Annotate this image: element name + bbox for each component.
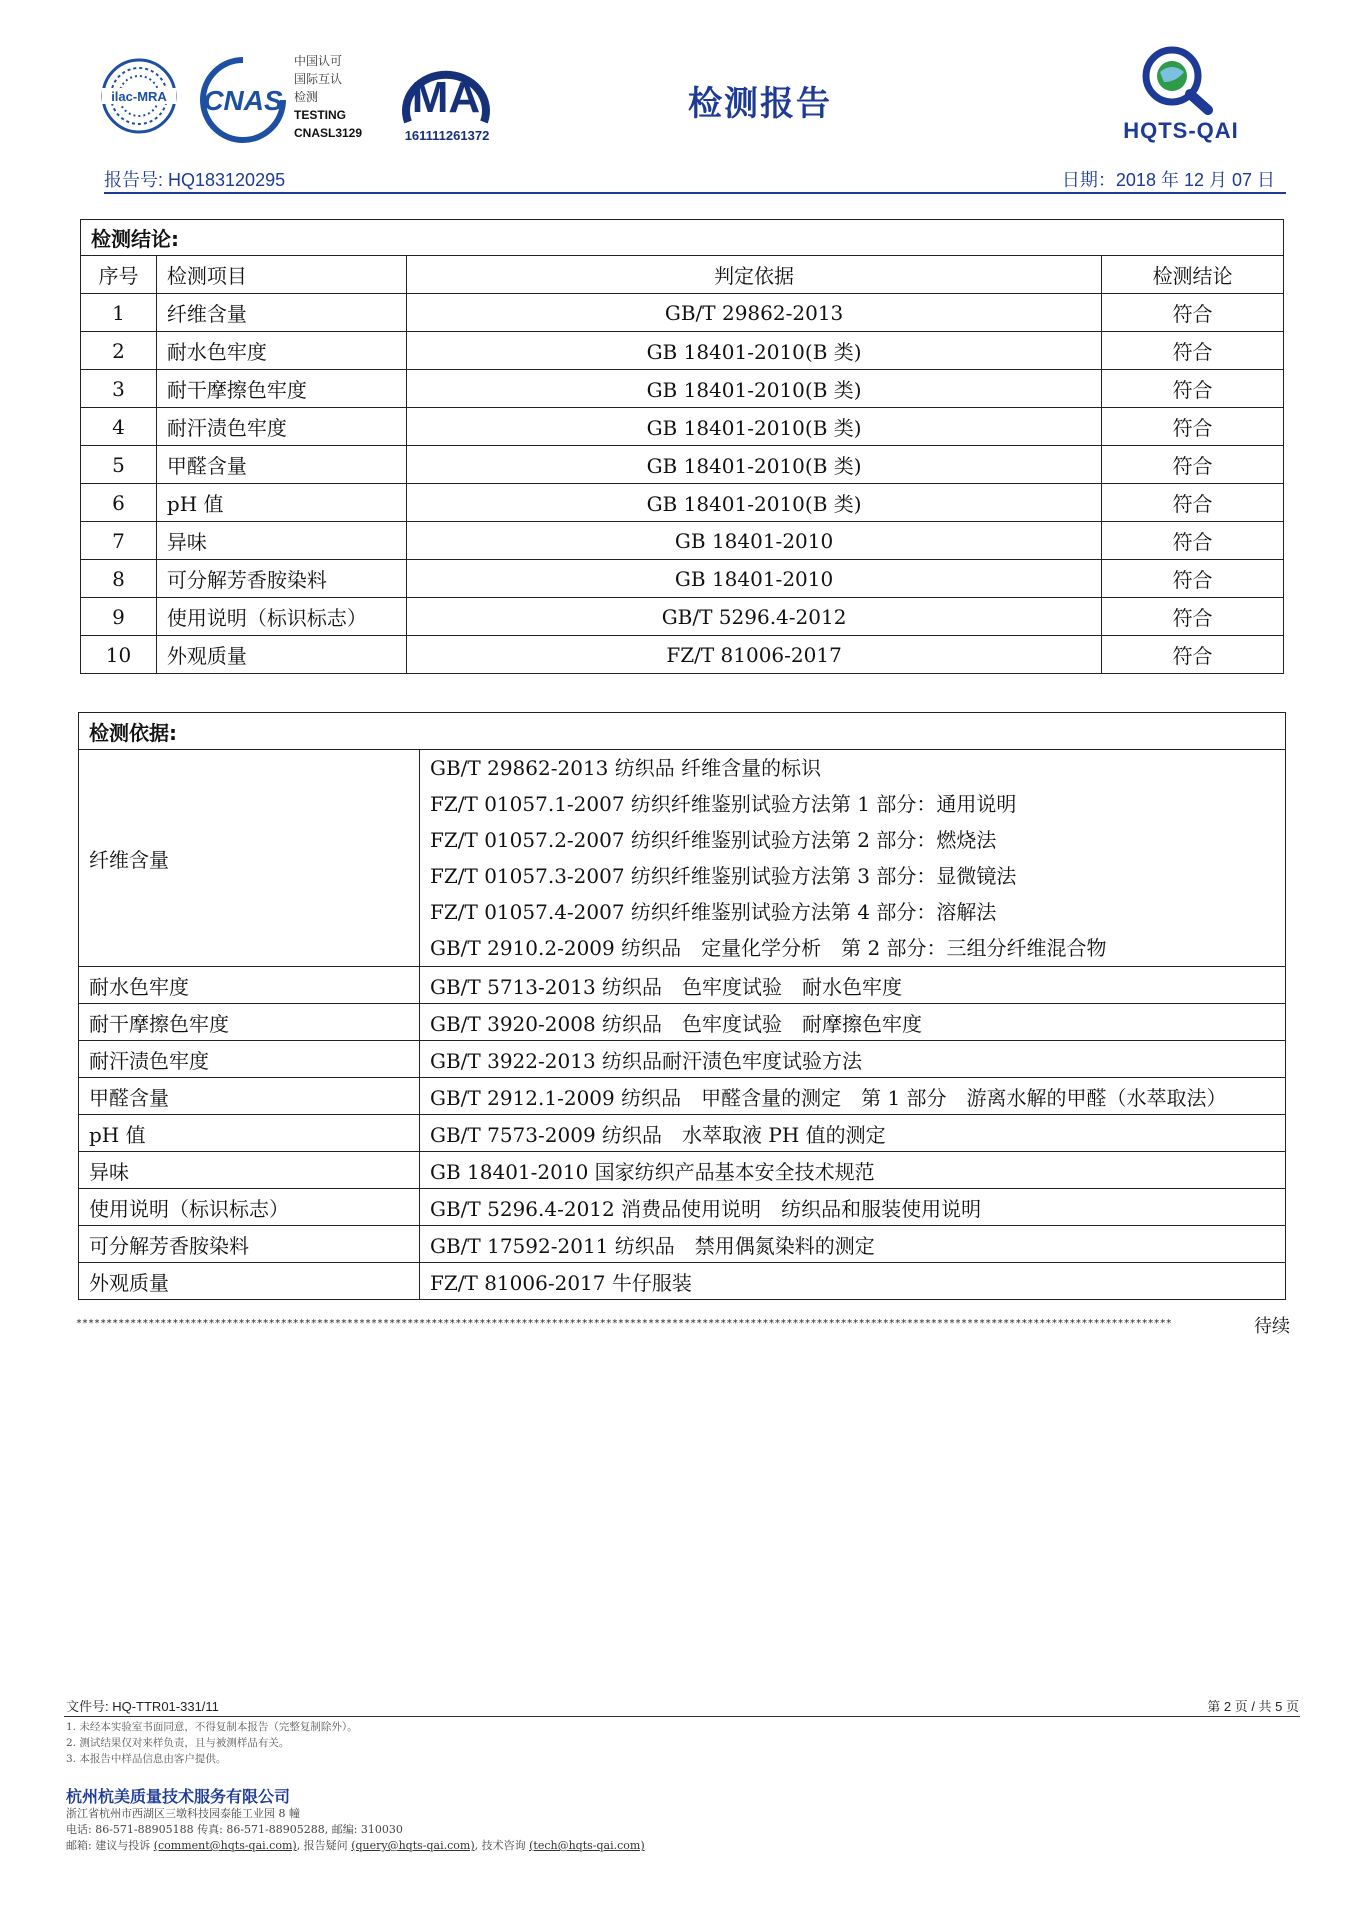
row-result: 符合 [1102, 408, 1284, 446]
row-no: 6 [81, 484, 157, 522]
conclusion-section-title: 检测结论: [81, 220, 1284, 256]
basis-item: 甲醛含量 [79, 1078, 420, 1115]
row-no: 1 [81, 294, 157, 332]
row-result: 符合 [1102, 522, 1284, 560]
row-no: 7 [81, 522, 157, 560]
basis-standard: FZ/T 01057.1-2007 纺织纤维鉴别试验方法第 1 部分：通用说明 [430, 792, 1017, 816]
basis-standard: GB/T 3922-2013 纺织品耐汗渍色牢度试验方法 [420, 1041, 1286, 1078]
basis-section-header [79, 713, 1286, 750]
cnas-logo-text: CNAS [203, 85, 283, 116]
table-row [79, 1263, 1286, 1300]
basis-section-title: 检测依据: [79, 713, 1286, 750]
basis-standard: GB/T 2910.2-2009 纺织品 定量化学分析 第 2 部分：三组分纤维混合物 [430, 936, 1107, 960]
row-basis: GB 18401-2010(B 类) [407, 332, 1102, 370]
cnas-line-5: CNASL3129 [294, 126, 363, 140]
table-row [81, 408, 1284, 446]
email-mid-2: , 技术咨询 [474, 1839, 526, 1852]
page-title: 检测报告 [688, 84, 832, 124]
company-emails [66, 1838, 645, 1854]
row-item: 外观质量 [156, 636, 406, 674]
basis-standard: FZ/T 01057.4-2007 纺织纤维鉴别试验方法第 4 部分：溶解法 [430, 900, 997, 924]
column-header-basis: 判定依据 [407, 256, 1102, 294]
table-row [81, 446, 1284, 484]
hqts-logo-icon [1128, 42, 1228, 116]
row-item: 耐干摩擦色牢度 [156, 370, 406, 408]
table-row [79, 1189, 1286, 1226]
basis-item: 耐水色牢度 [79, 967, 420, 1004]
footer-note: 3. 本报告中样品信息由客户提供。 [66, 1753, 227, 1765]
column-header-no: 序号 [81, 256, 157, 294]
row-basis: GB/T 29862-2013 [407, 294, 1102, 332]
table-row [81, 560, 1284, 598]
row-result: 符合 [1102, 294, 1284, 332]
row-basis: GB 18401-2010 [407, 522, 1102, 560]
basis-item: pH 值 [79, 1115, 420, 1152]
table-row [81, 636, 1284, 674]
report-number: 报告号: HQ183120295 [104, 170, 286, 190]
row-basis: GB 18401-2010(B 类) [407, 484, 1102, 522]
table-row [79, 1004, 1286, 1041]
company-phone: 电话: 86-571-88905188 传真: 86-571-88905288, 邮编: 310030 [66, 1823, 403, 1836]
basis-standard: GB/T 3920-2008 纺织品 色牢度试验 耐摩擦色牢度 [420, 1004, 1286, 1041]
table-row [79, 967, 1286, 1004]
table-row [81, 522, 1284, 560]
column-header-item: 检测项目 [156, 256, 406, 294]
table-row [79, 1226, 1286, 1263]
basis-table [78, 712, 1286, 1300]
row-item: 耐汗渍色牢度 [156, 408, 406, 446]
table-row [81, 370, 1284, 408]
basis-item: 外观质量 [79, 1263, 420, 1300]
row-result: 符合 [1102, 598, 1284, 636]
file-number: 文件号: HQ-TTR01-331/11 [66, 1699, 219, 1714]
email-query-link[interactable]: (query@hqts-qai.com) [351, 1839, 475, 1852]
page-indicator: 第 2 页 / 共 5 页 [1207, 1699, 1299, 1714]
email-prefix: 邮箱: 建议与投诉 [66, 1839, 151, 1852]
table-row [79, 1041, 1286, 1078]
table-row [81, 484, 1284, 522]
email-complaint-link[interactable]: (comment@hqts-qai.com) [153, 1839, 297, 1852]
basis-item: 使用说明（标识标志） [79, 1189, 420, 1226]
row-no: 5 [81, 446, 157, 484]
row-basis: GB/T 5296.4-2012 [407, 598, 1102, 636]
footer-note: 2. 测试结果仅对来样负责，且与被测样品有关。 [66, 1737, 290, 1749]
basis-standard: GB/T 5296.4-2012 消费品使用说明 纺织品和服装使用说明 [420, 1189, 1286, 1226]
table-row [79, 750, 1286, 967]
cnas-line-1: 中国认可 [294, 54, 343, 68]
row-item: 使用说明（标识标志） [156, 598, 406, 636]
cnas-logo [196, 54, 290, 144]
basis-standard: GB/T 7573-2009 纺织品 水萃取液 PH 值的测定 [420, 1115, 1286, 1152]
basis-item: 耐干摩擦色牢度 [79, 1004, 420, 1041]
ma-logo-text: MA [411, 73, 481, 122]
conclusion-table [80, 219, 1284, 674]
report-date: 日期：2018 年 12 月 07 日 [1061, 170, 1275, 190]
basis-standard: FZ/T 81006-2017 牛仔服装 [420, 1263, 1286, 1300]
cnas-line-4: TESTING [294, 108, 347, 122]
cma-code: 161111261372 [404, 128, 490, 143]
basis-standard: FZ/T 01057.2-2007 纺织纤维鉴别试验方法第 2 部分：燃烧法 [430, 828, 997, 852]
basis-standards-list [420, 750, 1286, 967]
row-no: 9 [81, 598, 157, 636]
basis-standard: FZ/T 01057.3-2007 纺织纤维鉴别试验方法第 3 部分：显微镜法 [430, 864, 1017, 888]
row-no: 8 [81, 560, 157, 598]
row-item: 可分解芳香胺染料 [156, 560, 406, 598]
email-mid-1: , 报告疑问 [296, 1839, 348, 1852]
row-item: 耐水色牢度 [156, 332, 406, 370]
basis-item: 异味 [79, 1152, 420, 1189]
row-no: 10 [81, 636, 157, 674]
cnas-line-3: 检测 [294, 90, 319, 104]
hqts-logo-text: HQTS-QAI [1123, 118, 1239, 143]
basis-standard: GB/T 2912.1-2009 纺织品 甲醛含量的测定 第 1 部分 游离水解的甲醛（水萃取法） [420, 1078, 1286, 1115]
row-basis: FZ/T 81006-2017 [407, 636, 1102, 674]
footer-notes [66, 1719, 358, 1767]
conclusion-section-header [81, 220, 1284, 256]
cnas-line-2: 国际互认 [294, 72, 343, 86]
basis-standard: GB/T 5713-2013 纺织品 色牢度试验 耐水色牢度 [420, 967, 1286, 1004]
company-name: 杭州杭美质量技术服务有限公司 [66, 1787, 291, 1806]
row-result: 符合 [1102, 484, 1284, 522]
row-item: 甲醛含量 [156, 446, 406, 484]
row-result: 符合 [1102, 560, 1284, 598]
row-result: 符合 [1102, 370, 1284, 408]
table-row [81, 332, 1284, 370]
row-no: 4 [81, 408, 157, 446]
table-row [79, 1078, 1286, 1115]
row-basis: GB 18401-2010(B 类) [407, 370, 1102, 408]
row-basis: GB 18401-2010 [407, 560, 1102, 598]
footer-divider [64, 1716, 1300, 1717]
ilac-logo-text: ilac-MRA [111, 89, 167, 104]
basis-standard: GB/T 17592-2011 纺织品 禁用偶氮染料的测定 [420, 1226, 1286, 1263]
table-row [79, 1152, 1286, 1189]
row-result: 符合 [1102, 332, 1284, 370]
continued-label: 待续 [1254, 1316, 1290, 1337]
company-address: 浙江省杭州市西湖区三墩科技园泰能工业园 8 幢 [66, 1807, 300, 1820]
row-item: 纤维含量 [156, 294, 406, 332]
email-tech-link[interactable]: (tech@hqts-qai.com) [529, 1839, 645, 1852]
row-no: 3 [81, 370, 157, 408]
cma-logo [394, 50, 498, 134]
row-no: 2 [81, 332, 157, 370]
company-contact [66, 1806, 645, 1854]
table-row [81, 294, 1284, 332]
ilac-mra-logo [100, 48, 178, 144]
row-result: 符合 [1102, 446, 1284, 484]
basis-item: 耐汗渍色牢度 [79, 1041, 420, 1078]
basis-item: 纤维含量 [79, 750, 420, 967]
asterisk-separator: ************************************************************************************************************************************************************************************** [76, 1318, 1172, 1329]
row-basis: GB 18401-2010(B 类) [407, 408, 1102, 446]
table-row [81, 598, 1284, 636]
basis-item: 可分解芳香胺染料 [79, 1226, 420, 1263]
cnas-accreditation-text [294, 52, 404, 142]
column-header-result: 检测结论 [1102, 256, 1284, 294]
row-basis: GB 18401-2010(B 类) [407, 446, 1102, 484]
basis-standard: GB/T 29862-2013 纺织品 纤维含量的标识 [430, 756, 822, 780]
basis-standard: GB 18401-2010 国家纺织产品基本安全技术规范 [420, 1152, 1286, 1189]
conclusion-column-headers [81, 256, 1284, 294]
table-row [79, 1115, 1286, 1152]
row-item: 异味 [156, 522, 406, 560]
row-result: 符合 [1102, 636, 1284, 674]
footer-note: 1. 未经本实验室书面同意，不得复制本报告（完整复制除外）。 [66, 1721, 358, 1733]
row-item: pH 值 [156, 484, 406, 522]
header-divider [104, 192, 1286, 194]
